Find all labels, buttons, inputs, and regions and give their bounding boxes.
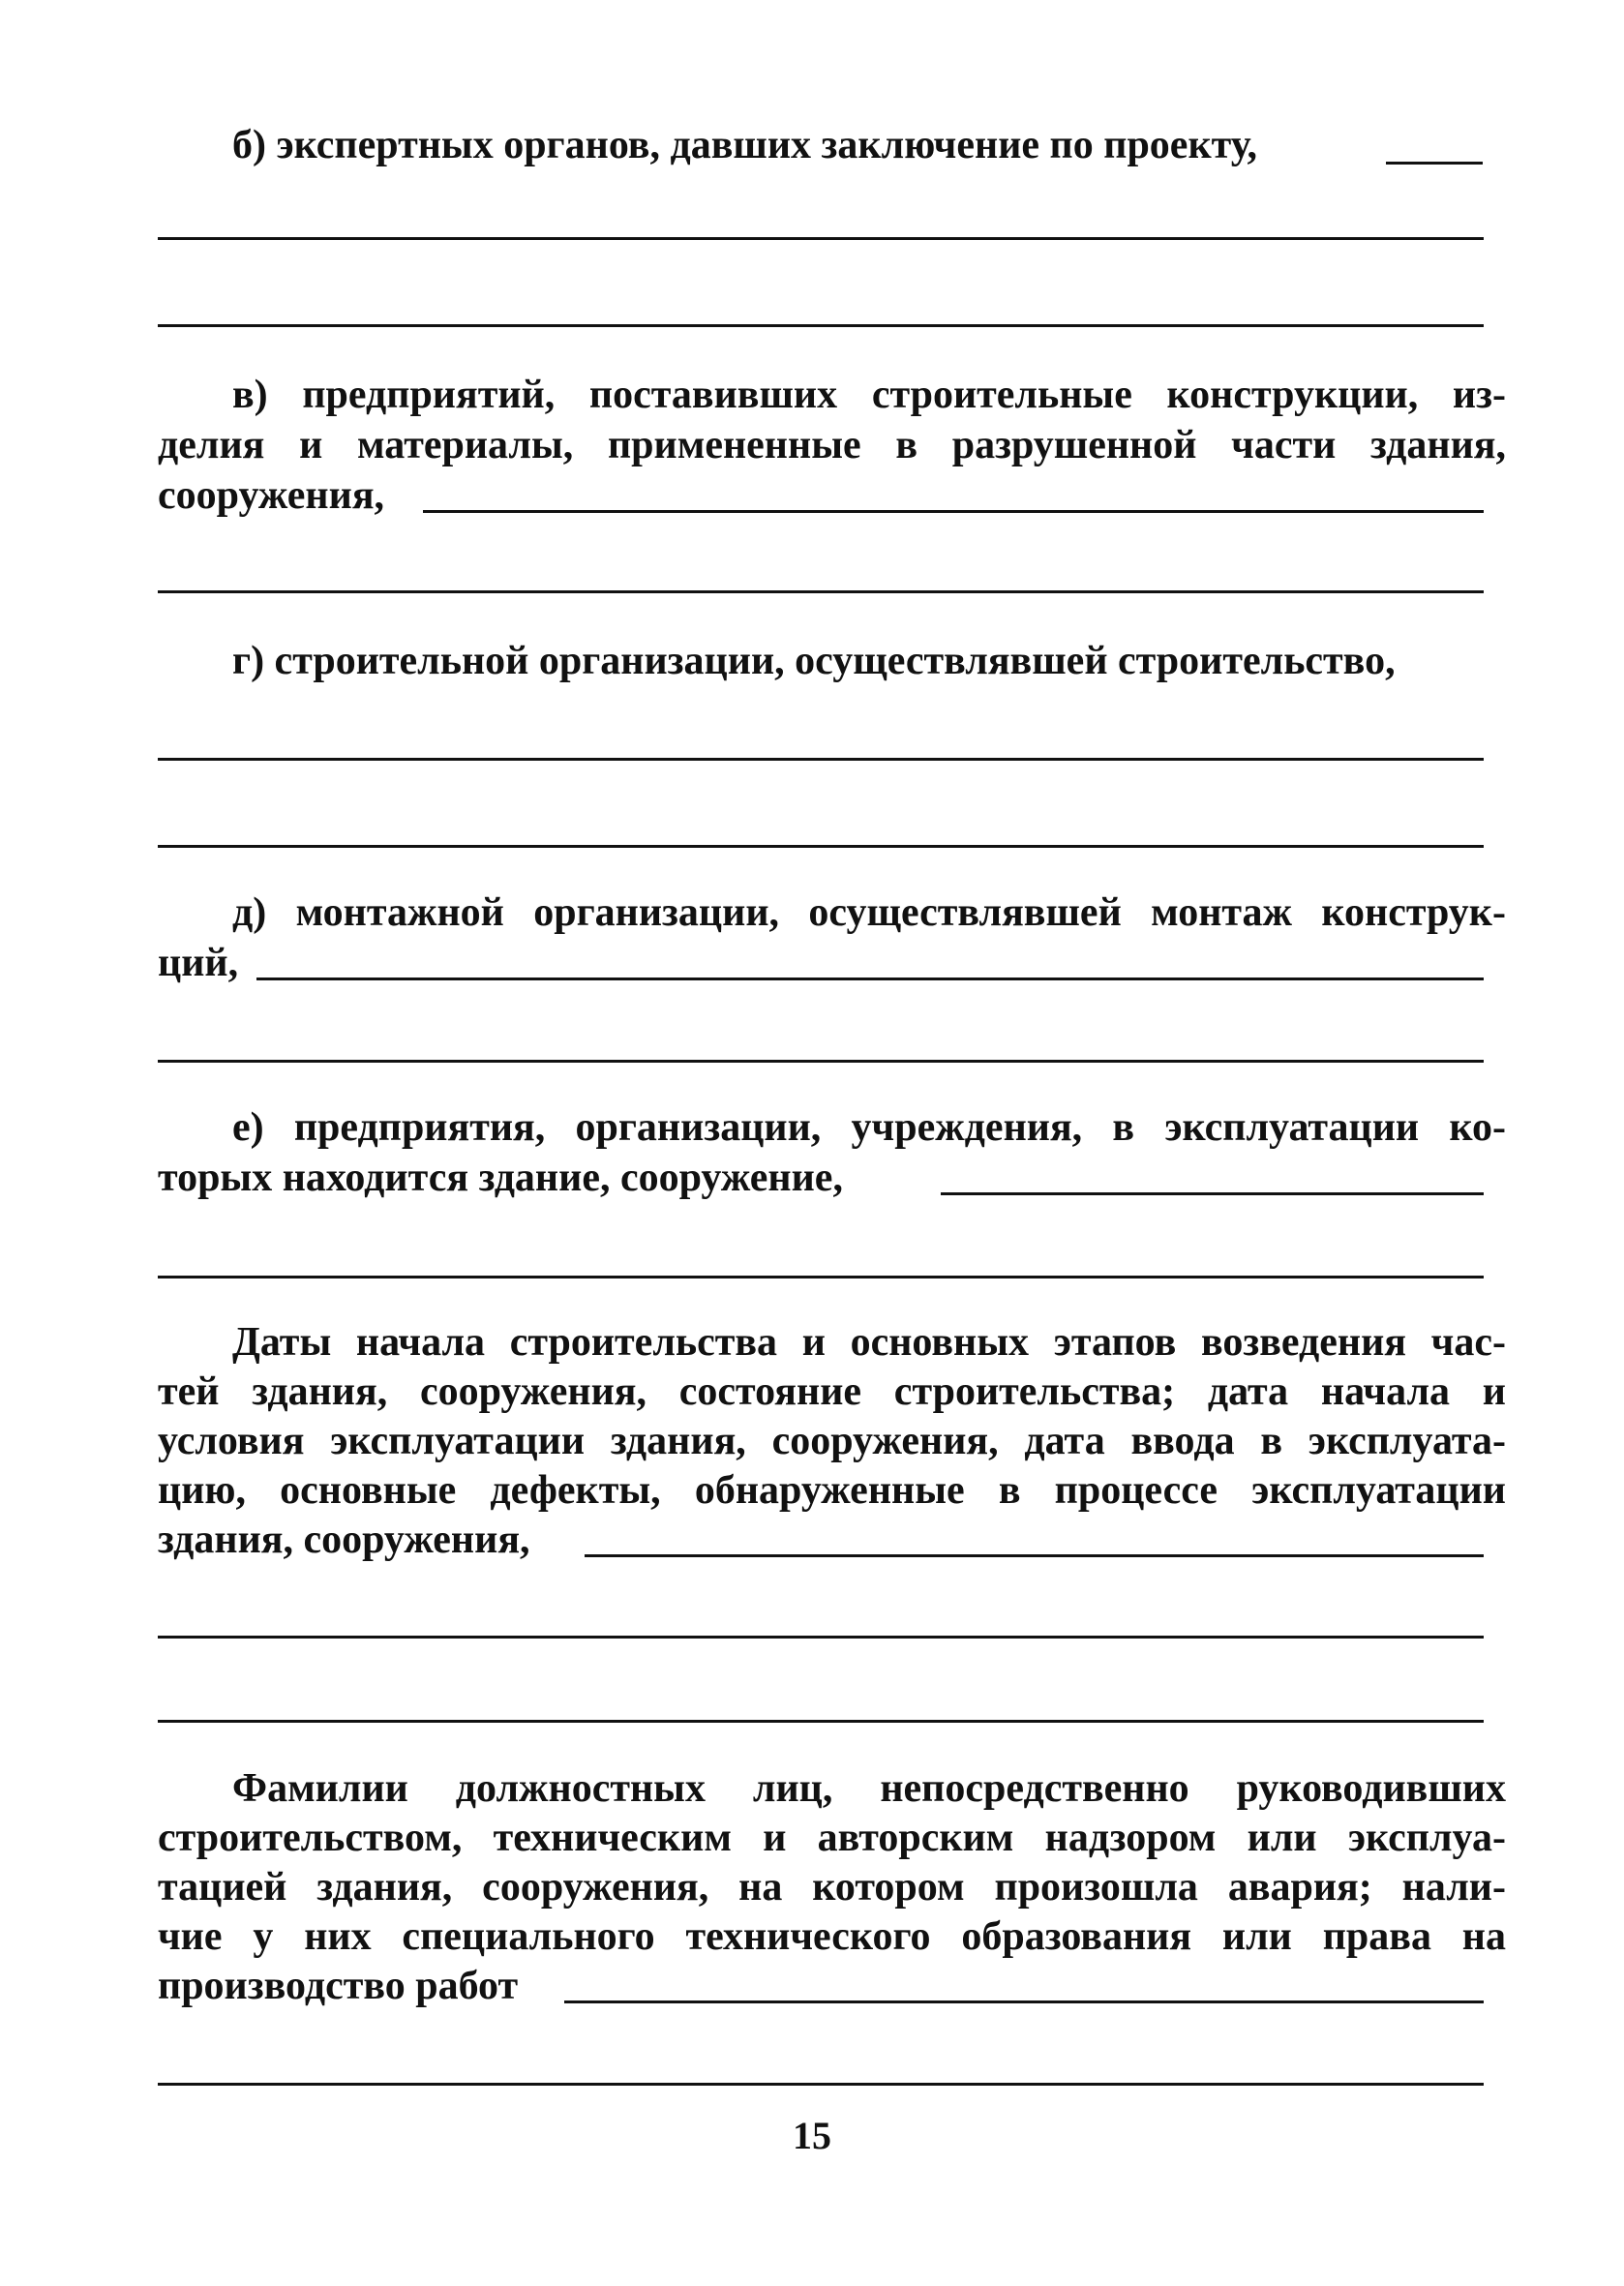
dates-text-line-1: Даты начала строительства и основных этапов возведения час- [232, 1320, 1506, 1365]
section-e-blank-line[interactable] [158, 1276, 1484, 1278]
officials-text-line-5: производство работ [158, 1964, 519, 2008]
dates-blank-line-2[interactable] [158, 1720, 1484, 1723]
section-e-text-line-2: торых находится здание, сооружение, [158, 1156, 843, 1200]
dates-text-line-5: здания, сооружения, [158, 1518, 530, 1562]
officials-text-line-3: тацией здания, сооружения, на котором произошла авария; нали- [158, 1865, 1506, 1910]
section-g-blank-line-2[interactable] [158, 845, 1484, 848]
dates-text-line-4: цию, основные дефекты, обнаруженные в процессе эксплуатации [158, 1468, 1506, 1513]
section-d-fill-line[interactable] [256, 978, 1484, 980]
dates-text-line-2: тей здания, сооружения, состояние строительства; дата начала и [158, 1369, 1506, 1414]
section-b-fill-line[interactable] [1386, 162, 1483, 165]
section-e-fill-line[interactable] [941, 1192, 1484, 1195]
page-number: 15 [793, 2114, 831, 2157]
section-v-text-line-3: сооружения, [158, 473, 385, 518]
officials-blank-line[interactable] [158, 2083, 1484, 2086]
section-e-text-line-1: е) предприятия, организации, учреждения, в эксплуатации ко- [232, 1105, 1506, 1150]
section-d-text-line-2: ций, [158, 941, 239, 985]
section-b-text: б) экспертных органов, давших заключение по проекту, [232, 123, 1258, 167]
section-g-text: г) строительной организации, осуществлявшей строительство, [232, 639, 1396, 683]
section-g-blank-line-1[interactable] [158, 758, 1484, 761]
dates-fill-line[interactable] [585, 1554, 1484, 1557]
section-v-text-line-1: в) предприятий, поставивших строительные конструкции, из- [232, 373, 1506, 417]
officials-text-line-1: Фамилии должностных лиц, непосредственно руководивших [232, 1766, 1506, 1811]
dates-blank-line-1[interactable] [158, 1636, 1484, 1639]
section-v-text-line-2: делия и материалы, примененные в разрушенной части здания, [158, 423, 1506, 467]
section-d-blank-line[interactable] [158, 1060, 1484, 1063]
officials-text-line-2: строительством, техническим и авторским надзором или эксплуа- [158, 1816, 1506, 1860]
section-b-blank-line-2[interactable] [158, 324, 1484, 327]
officials-text-line-4: чие у них специального технического образования или права на [158, 1914, 1506, 1959]
section-d-text-line-1: д) монтажной организации, осуществлявшей монтаж конструк- [232, 890, 1506, 935]
section-b-blank-line-1[interactable] [158, 237, 1484, 240]
section-v-blank-line[interactable] [158, 590, 1484, 593]
section-v-fill-line[interactable] [423, 510, 1484, 513]
dates-text-line-3: условия эксплуатации здания, сооружения, дата ввода в эксплуата- [158, 1419, 1506, 1463]
officials-fill-line[interactable] [564, 2000, 1484, 2003]
